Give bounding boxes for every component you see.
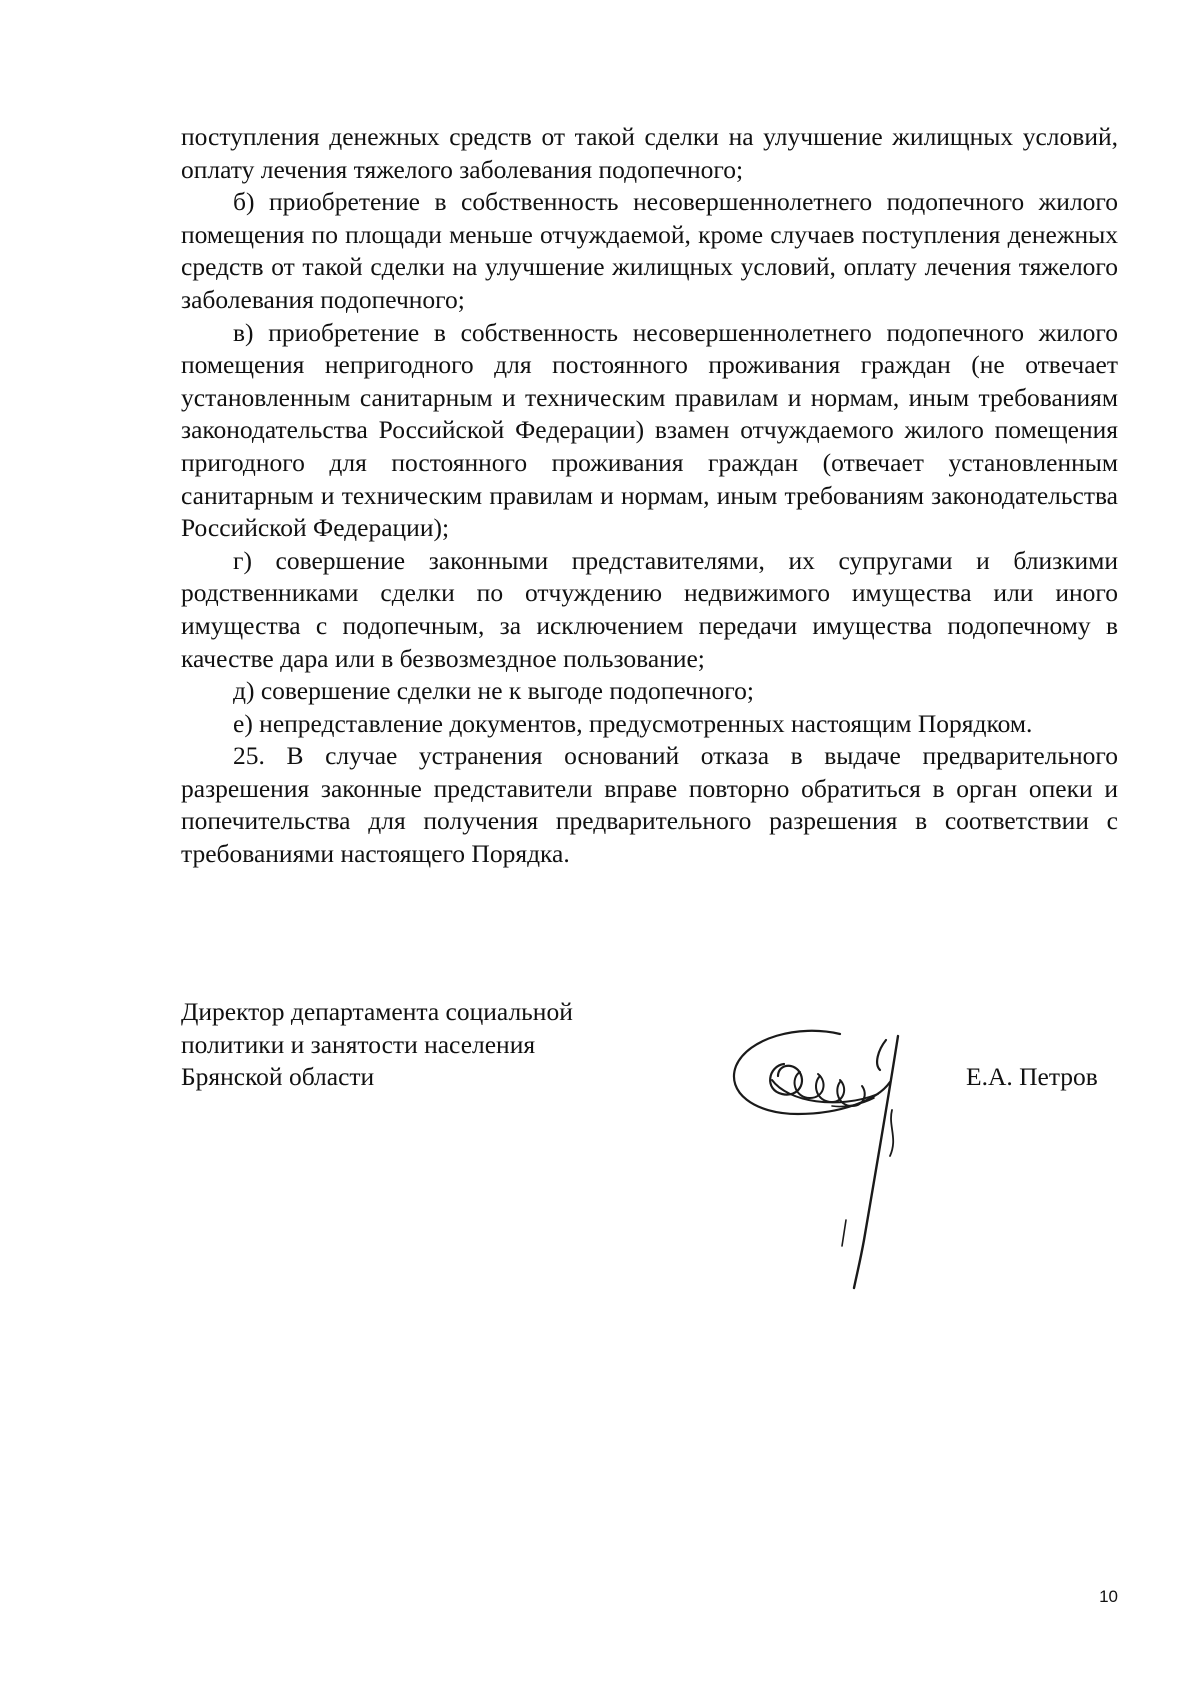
page-number: 10 bbox=[1099, 1587, 1118, 1606]
paragraph-item-v: в) приобретение в собственность несовершеннолетнего подопечного жилого помещения непригодного для постоянного проживания граждан (не отвечает установленным санитарным и техническим правилам и нормам, иным требованиям законодательства Российской Федерации) взамен отчуждаемого жилого помещения пригодного для постоянного проживания граждан (отвечает установленным санитарным и техническим правилам и нормам, иным требованиям законодательства Российской Федерации); bbox=[181, 317, 1118, 543]
paragraph-item-e: е) непредставление документов, предусмотренных настоящим Порядком. bbox=[233, 708, 1033, 738]
signatory-title-line: Брянской области bbox=[181, 1062, 375, 1092]
document-body bbox=[181, 121, 1118, 871]
signatory-title-line: политики и занятости населения bbox=[181, 1029, 536, 1059]
handwritten-signature bbox=[728, 1010, 948, 1300]
signatory-title-line: Директор департамента социальной bbox=[181, 997, 573, 1026]
paragraph-continuation: поступления денежных средств от такой сделки на улучшение жилищных условий, оплату лечения тяжелого заболевания подопечного; bbox=[181, 122, 1118, 184]
paragraph-clause-25: 25. В случае устранения оснований отказа в выдаче предварительного разрешения законные представители вправе повторно обратиться в орган опеки и попечительства для получения предварительного разрешения в соответствии с требованиями настоящего Порядка. bbox=[181, 741, 1118, 869]
paragraph-item-g: г) совершение законными представителями, их супругами и близкими родственниками сделки по отчуждению недвижимого имущества или иного имущества с подопечным, за исключением передачи имущества подопечному в качестве дара или в безвозмездное пользование; bbox=[181, 545, 1118, 673]
signer-name: Е.А. Петров bbox=[966, 1062, 1098, 1091]
paragraph-item-d: д) совершение сделки не к выгоде подопечного; bbox=[233, 676, 754, 706]
paragraph-item-b: б) приобретение в собственность несовершеннолетнего подопечного жилого помещения по площади меньше отчуждаемой, кроме случаев поступления денежных средств от такой сделки на улучшение жилищных условий, оплату лечения тяжелого заболевания подопечного; bbox=[181, 187, 1118, 314]
signatory-title bbox=[181, 996, 573, 1094]
